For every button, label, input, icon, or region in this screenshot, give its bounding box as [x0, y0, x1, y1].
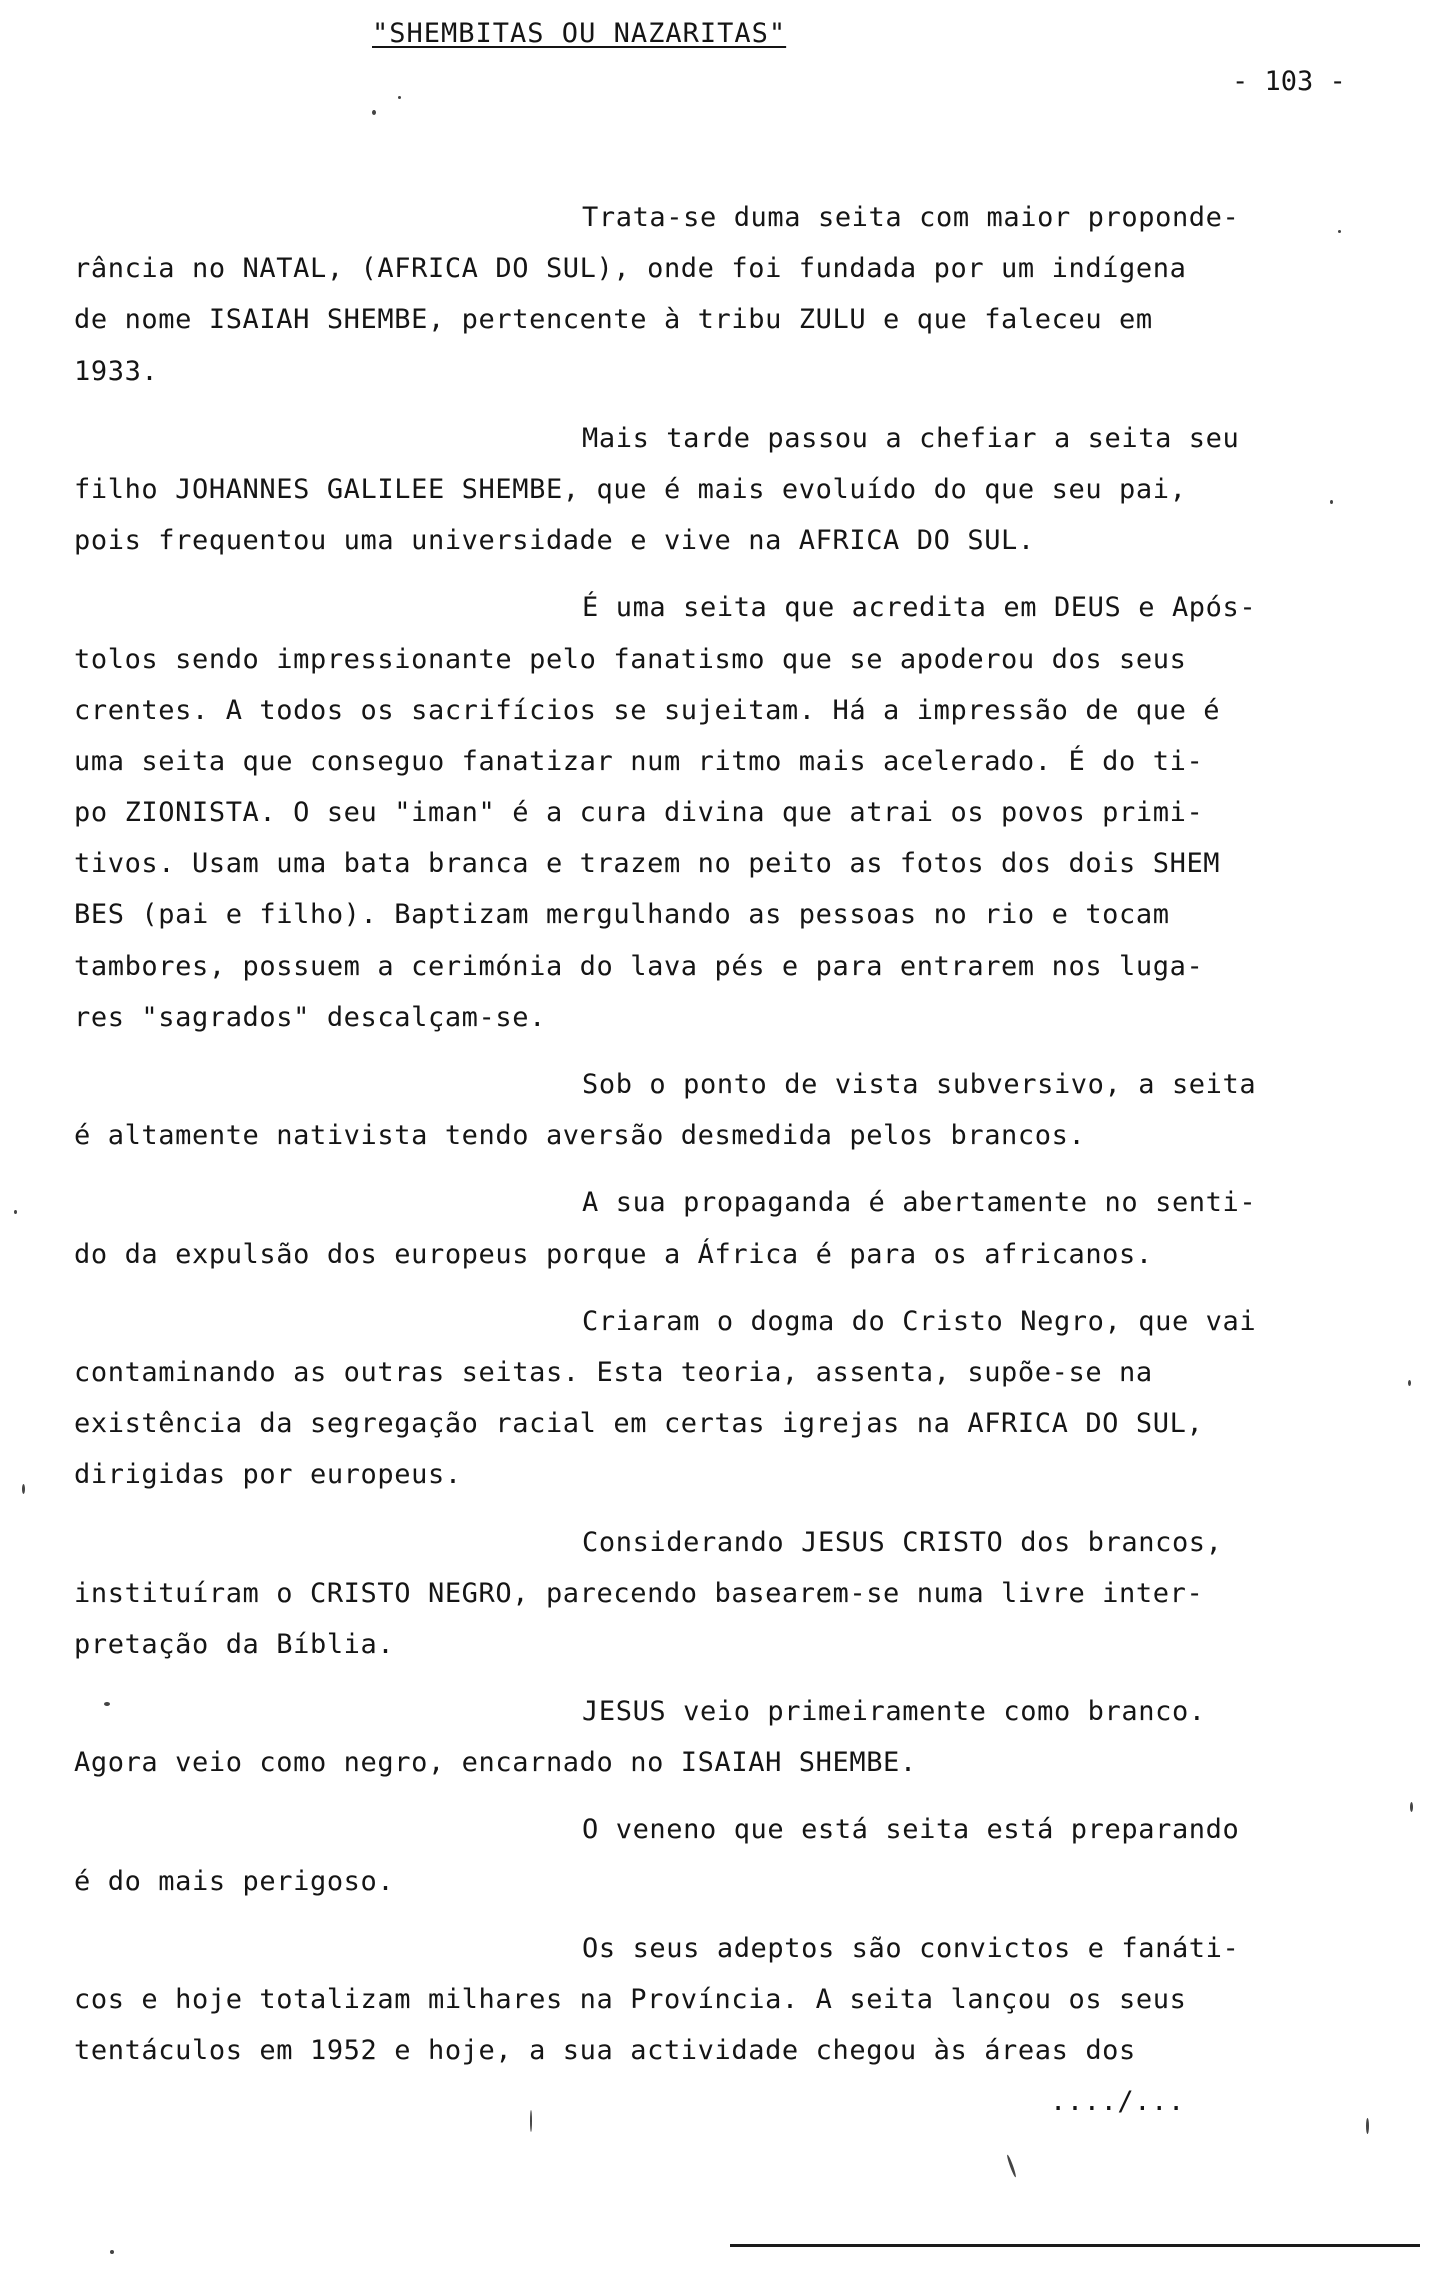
- text-line: é do mais perigoso.: [74, 1865, 395, 1897]
- text-line: tentáculos em 1952 e hoje, a sua actividade chegou às áreas dos: [74, 2035, 1136, 2067]
- text-line: contaminando as outras seitas. Esta teoria, assenta, supõe-se na: [74, 1356, 1153, 1388]
- scan-speck: [398, 96, 401, 99]
- scan-speck: [1408, 1380, 1411, 1386]
- scan-speck: [1006, 2154, 1017, 2178]
- document-body: [74, 192, 1334, 2128]
- text-line: O veneno que está seita está preparando: [582, 1814, 1240, 1846]
- text-line: Mais tarde passou a chefiar a seita seu: [582, 422, 1240, 454]
- text-line: existência da segregação racial em certas igrejas na AFRICA DO SUL,: [74, 1408, 1204, 1440]
- text-line: po ZIONISTA. O seu "iman" é a cura divina que atrai os povos primi-: [74, 797, 1204, 829]
- text-line: uma seita que conseguo fanatizar num ritmo mais acelerado. É do ti-: [74, 745, 1204, 777]
- text-line: tivos. Usam uma bata branca e trazem no peito as fotos dos dois SHEM: [74, 848, 1221, 880]
- text-line: Trata-se duma seita com maior proponde-: [582, 202, 1240, 233]
- text-line: Agora veio como negro, encarnado no ISAIAH SHEMBE.: [74, 1747, 917, 1779]
- text-line: pois frequentou uma universidade e vive na AFRICA DO SUL.: [74, 525, 1035, 557]
- text-line: filho JOHANNES GALILEE SHEMBE, que é mais evoluído do que seu pai,: [74, 473, 1187, 505]
- scan-speck: [372, 110, 376, 115]
- text-line: JESUS veio primeiramente como branco.: [582, 1696, 1206, 1728]
- text-line: Criaram o dogma do Cristo Negro, que vai: [582, 1305, 1257, 1337]
- text-line: A sua propaganda é abertamente no senti-: [582, 1187, 1257, 1219]
- text-line: rância no NATAL, (AFRICA DO SUL), onde foi fundada por um indígena: [74, 253, 1187, 285]
- text-line: tolos sendo impressionante pelo fanatismo que se apoderou dos seus: [74, 643, 1187, 675]
- text-line: instituíram o CRISTO NEGRO, parecendo basearem-se numa livre inter-: [74, 1577, 1204, 1609]
- text-line: pretação da Bíblia.: [74, 1628, 395, 1660]
- text-line: do da expulsão dos europeus porque a África é para os africanos.: [74, 1238, 1153, 1270]
- text-line: Considerando JESUS CRISTO dos brancos,: [582, 1526, 1223, 1558]
- text-line: 1933.: [74, 355, 159, 387]
- scan-speck: [530, 2110, 532, 2132]
- scan-speck: [1338, 230, 1341, 233]
- scan-speck: [1410, 1802, 1413, 1812]
- text-line: dirigidas por europeus.: [74, 1459, 462, 1491]
- text-line: Sob o ponto de vista subversivo, a seita: [582, 1069, 1257, 1100]
- text-line: BES (pai e filho). Baptizam mergulhando as pessoas no rio e tocam: [74, 899, 1170, 931]
- scan-speck: [110, 2250, 114, 2254]
- bottom-rule: [730, 2244, 1420, 2247]
- page-number: - 103 -: [1232, 66, 1346, 97]
- scan-speck: [14, 1210, 17, 1214]
- scan-speck: [1330, 500, 1333, 504]
- text-line: crentes. A todos os sacrifícios se sujeitam. Há a impressão de que é: [74, 694, 1221, 726]
- scan-speck: [22, 1484, 25, 1494]
- text-line: Os seus adeptos são convictos e fanáti-: [582, 1932, 1240, 1964]
- text-line: é altamente nativista tendo aversão desmedida pelos brancos.: [74, 1120, 1086, 1152]
- scan-speck: [1366, 2118, 1369, 2134]
- text-line: de nome ISAIAH SHEMBE, pertencente à tribu ZULU e que faleceu em: [74, 304, 1153, 336]
- scan-speck: [104, 1702, 110, 1706]
- text-line: res "sagrados" descalçam-se.: [74, 1001, 546, 1033]
- text-line: É uma seita que acredita em DEUS e Após-: [582, 592, 1257, 624]
- text-line: cos e hoje totalizam milhares na Província. A seita lançou os seus: [74, 1984, 1187, 2015]
- text-line: tambores, possuem a cerimónia do lava pés e para entrarem nos luga-: [74, 950, 1204, 982]
- continuation-mark: ..../...: [1050, 2086, 1185, 2118]
- document-title: "SHEMBITAS OU NAZARITAS": [372, 18, 787, 49]
